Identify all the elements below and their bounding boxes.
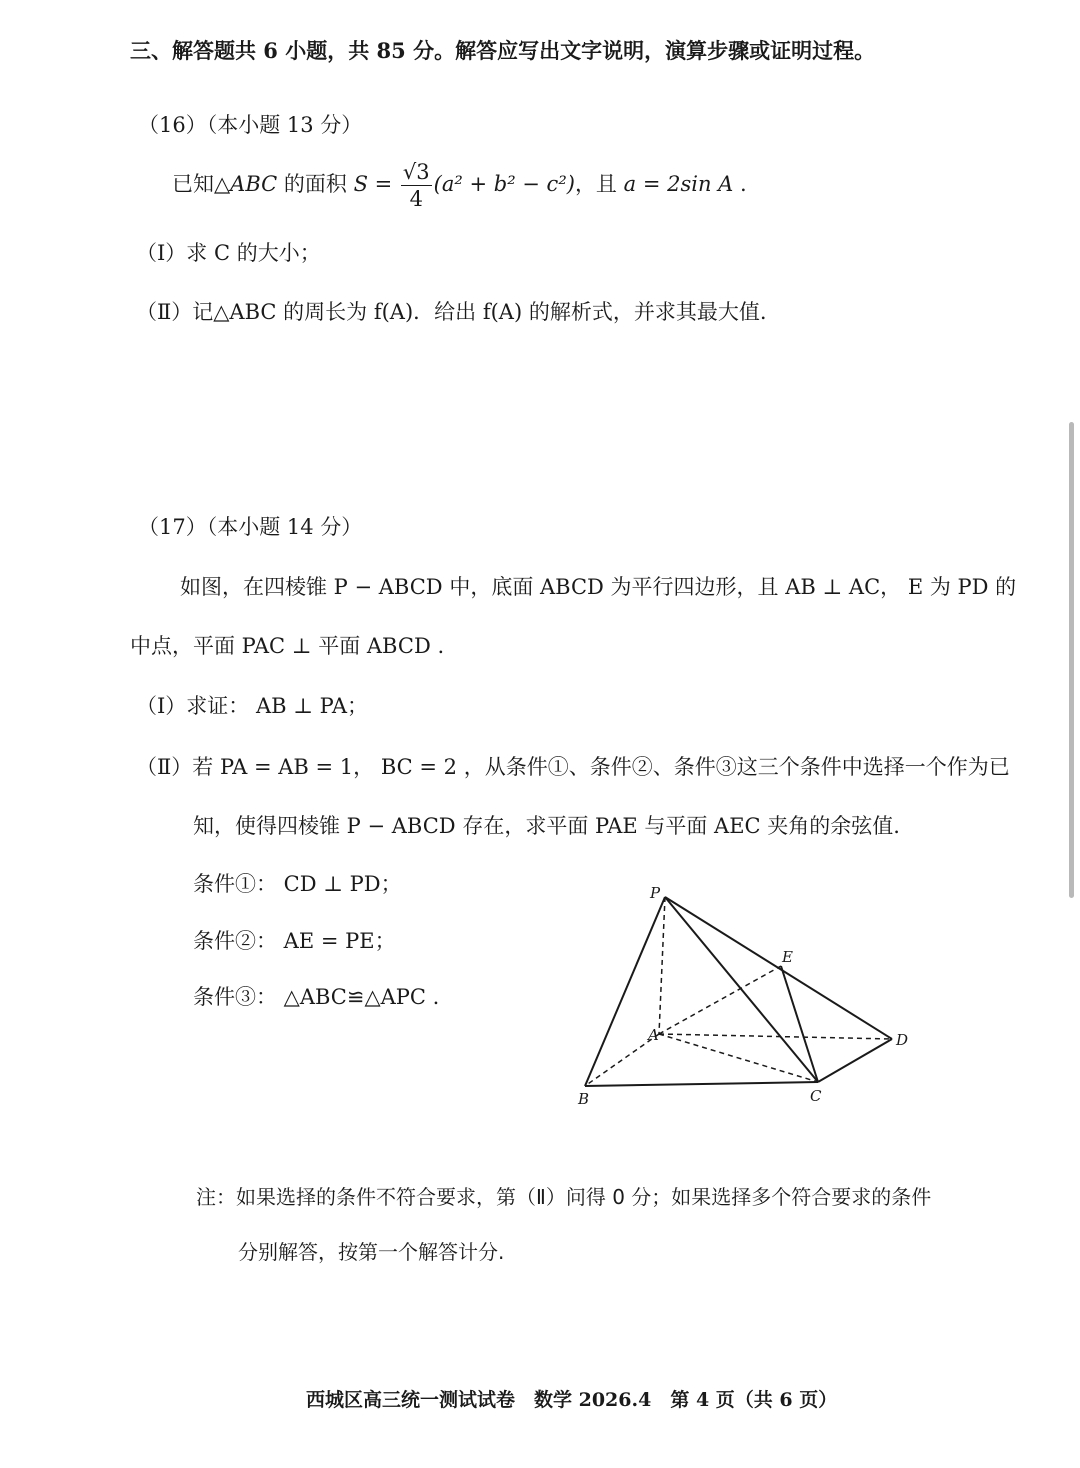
q17-condition-2: 条件②： AE = PE； [193, 929, 396, 953]
edge-CD [818, 1039, 892, 1082]
section-header: 三、解答题共 6 小题，共 85 分。解答应写出文字说明，演算步骤或证明过程。 [130, 38, 876, 63]
edge-AC-hidden [659, 1034, 818, 1082]
q16-part1: （Ⅰ）求 C 的大小； [136, 241, 321, 265]
q16-fraction [401, 159, 432, 212]
q16-number: （16）（本小题 13 分） [138, 113, 363, 137]
scrollbar[interactable] [1069, 422, 1074, 898]
label-P: P [650, 884, 661, 902]
q16-given-triangle: ABC [230, 172, 278, 196]
q16-given-equals: = [367, 172, 399, 196]
label-A: A [648, 1026, 659, 1044]
q16-given-mid: 的面积 [277, 172, 354, 196]
q16-fraction-numerator: √3 [402, 160, 430, 184]
pyramid-figure [560, 870, 940, 1120]
edge-PC [665, 897, 818, 1082]
label-E: E [782, 948, 793, 966]
q17-stem-line1: 如图，在四棱锥 P − ABCD 中，底面 ABCD 为平行四边形，且 AB ⊥ AC， E 为 PD 的 [180, 575, 1017, 599]
q16-given [172, 156, 747, 212]
label-D: D [896, 1031, 909, 1049]
edge-AE-hidden [659, 966, 781, 1034]
edge-PB [585, 897, 665, 1086]
q17-condition-3: 条件③： △ABC≌△APC . [193, 985, 440, 1009]
q17-note-line1: 注：如果选择的条件不符合要求，第（Ⅱ）问得 0 分；如果选择多个符合要求的条件 [196, 1185, 932, 1209]
edge-AD-hidden [659, 1034, 892, 1039]
edge-PA-hidden [659, 897, 665, 1034]
q16-given-expression: (a² + b² − c²) [433, 172, 575, 196]
q16-part2: （Ⅱ）记△ABC 的周长为 f(A)．给出 f(A) 的解析式，并求其最大值. [136, 300, 767, 324]
q17-stem-line2: 中点，平面 PAC ⊥ 平面 ABCD . [130, 634, 445, 658]
q16-given-condition: a = 2sin A [623, 172, 734, 196]
q16-fraction-denominator: 4 [409, 187, 423, 211]
label-C: C [810, 1087, 822, 1105]
q17-number: （17）（本小题 14 分） [138, 515, 363, 539]
edge-BC [585, 1082, 818, 1086]
q16-given-end: . [733, 172, 747, 196]
q17-note-line2: 分别解答，按第一个解答计分. [238, 1240, 505, 1264]
edge-EC [781, 966, 818, 1082]
q17-part2-line1: （Ⅱ）若 PA = AB = 1， BC = 2 ，从条件①、条件②、条件③这三个条件中选择一个作为已 [136, 755, 1010, 779]
q16-given-area-symbol: S [353, 172, 368, 196]
q17-part2-line2: 知，使得四棱锥 P − ABCD 存在，求平面 PAE 与平面 AEC 夹角的余弦值. [193, 814, 900, 838]
q17-part1: （Ⅰ）求证： AB ⊥ PA； [136, 694, 369, 718]
label-B: B [578, 1090, 590, 1108]
q16-given-separator: ，且 [574, 172, 624, 196]
page-footer: 西城区高三统一测试试卷 数学 2026.4 第 4 页（共 6 页） [306, 1389, 838, 1411]
q16-given-prefix: 已知△ [172, 172, 231, 196]
q17-condition-1: 条件①： CD ⊥ PD； [193, 872, 402, 896]
